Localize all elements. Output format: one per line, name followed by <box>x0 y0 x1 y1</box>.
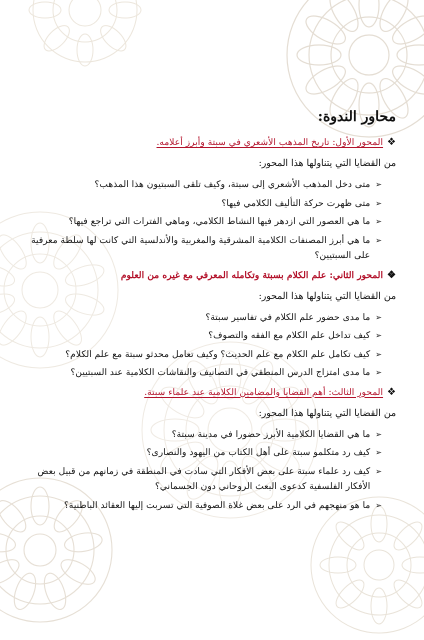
mandala-top-left-ornament <box>10 0 160 80</box>
arrowhead-bullet-icon: ➢ <box>375 349 382 359</box>
diamond-bullet-icon: ❖ <box>387 386 396 398</box>
list-item: ➢ متى ظهرت حركة التأليف الكلامي فيها؟ <box>28 196 382 212</box>
list-item: ➢ كيف رد علماء سبتة على بعض الأفكار التي سادت في المنطقة في زمانهم من قبيل بعض الأفكار الفلسفية كدعوى البعث الروحاني دون الجسماني؟ <box>37 465 382 492</box>
list-item: ➢ ما هي أبرز المصنفات الكلامية المشرقية والمغربية والأندلسية التي كانت لها سلطة معرفية على السبتيين؟ <box>31 234 382 261</box>
axis-1-questions <box>28 177 396 264</box>
axis-1-title-line <box>28 135 396 150</box>
axis-2-questions <box>28 310 396 381</box>
axis-1-intro: من القضايا التي يتناولها هذا المحور: <box>258 158 396 169</box>
axis-1-title: المحور الأول: تاريخ المذهب الأشعري في سبتة وأبرز أعلامه. <box>156 137 384 148</box>
arrowhead-bullet-icon: ➢ <box>375 198 382 208</box>
axis-3-intro: من القضايا التي يتناولها هذا المحور: <box>258 407 396 419</box>
list-item: ➢ ما هي العصور التي ازدهر فيها النشاط الكلامي، وماهي الفترات التي تراجع فيها؟ <box>28 214 382 230</box>
arrowhead-bullet-icon: ➢ <box>375 466 382 476</box>
axis-2-title: المحور الثاني: علم الكلام بسبتة وتكامله المعرفي مع غيره من العلوم <box>120 269 384 281</box>
diamond-bullet-icon: ❖ <box>387 137 396 148</box>
axis-2-intro: من القضايا التي يتناولها هذا المحور: <box>258 290 396 302</box>
arrowhead-bullet-icon: ➢ <box>375 429 382 439</box>
arrowhead-bullet-icon: ➢ <box>375 331 382 340</box>
list-item: ➢ ما مدى حضور علم الكلام في تفاسير سبتة؟ <box>28 310 382 326</box>
list-item: ➢ ما هو منهجهم في الرد على بعض غلاة الصوفية التي تسربت إليها العقائد الباطنية؟ <box>28 498 382 514</box>
list-item: ➢ ما مدى امتزاج الدرس المنطقي في التصانيف والنقاشات الكلامية عند السبتيين؟ <box>28 365 382 381</box>
arrowhead-bullet-icon: ➢ <box>375 448 382 457</box>
list-item: ➢ كيف تداخل علم الكلام مع الفقه والتصوف؟ <box>28 328 382 344</box>
arrowhead-bullet-icon: ➢ <box>375 312 382 322</box>
list-item: ➢ كيف تكامل علم الكلام مع علم الحديث؟ وكيف تعامل محدثو سبتة مع علم الكلام؟ <box>28 347 382 363</box>
arrowhead-bullet-icon: ➢ <box>375 368 382 377</box>
axis-3-title: المحور الثالث: أهم القضايا والمضامين الكلامية عند علماء سبتة. <box>144 386 384 398</box>
arrowhead-bullet-icon: ➢ <box>375 235 382 245</box>
list-item: ➢ كيف رد متكلمو سبتة على أهل الكتاب من اليهود والنصارى؟ <box>28 445 382 461</box>
axis-2-title-line <box>28 268 396 283</box>
arrowhead-bullet-icon: ➢ <box>375 180 382 189</box>
axis-3-questions <box>28 427 396 514</box>
document-body <box>28 108 396 517</box>
axis-3-title-line <box>28 385 396 400</box>
arrowhead-bullet-icon: ➢ <box>375 500 382 510</box>
arrowhead-bullet-icon: ➢ <box>375 217 382 226</box>
page-heading: محاور الندوة: <box>317 109 396 125</box>
diamond-bullet-icon: ❖ <box>387 269 396 281</box>
list-item: ➢ ما هي القضايا الكلامية الأبرز حضورا في مدينة سبتة؟ <box>28 427 382 443</box>
list-item: ➢ متى دخل المذهب الأشعري إلى سبتة، وكيف تلقى السبتيون هذا المذهب؟ <box>28 177 382 193</box>
